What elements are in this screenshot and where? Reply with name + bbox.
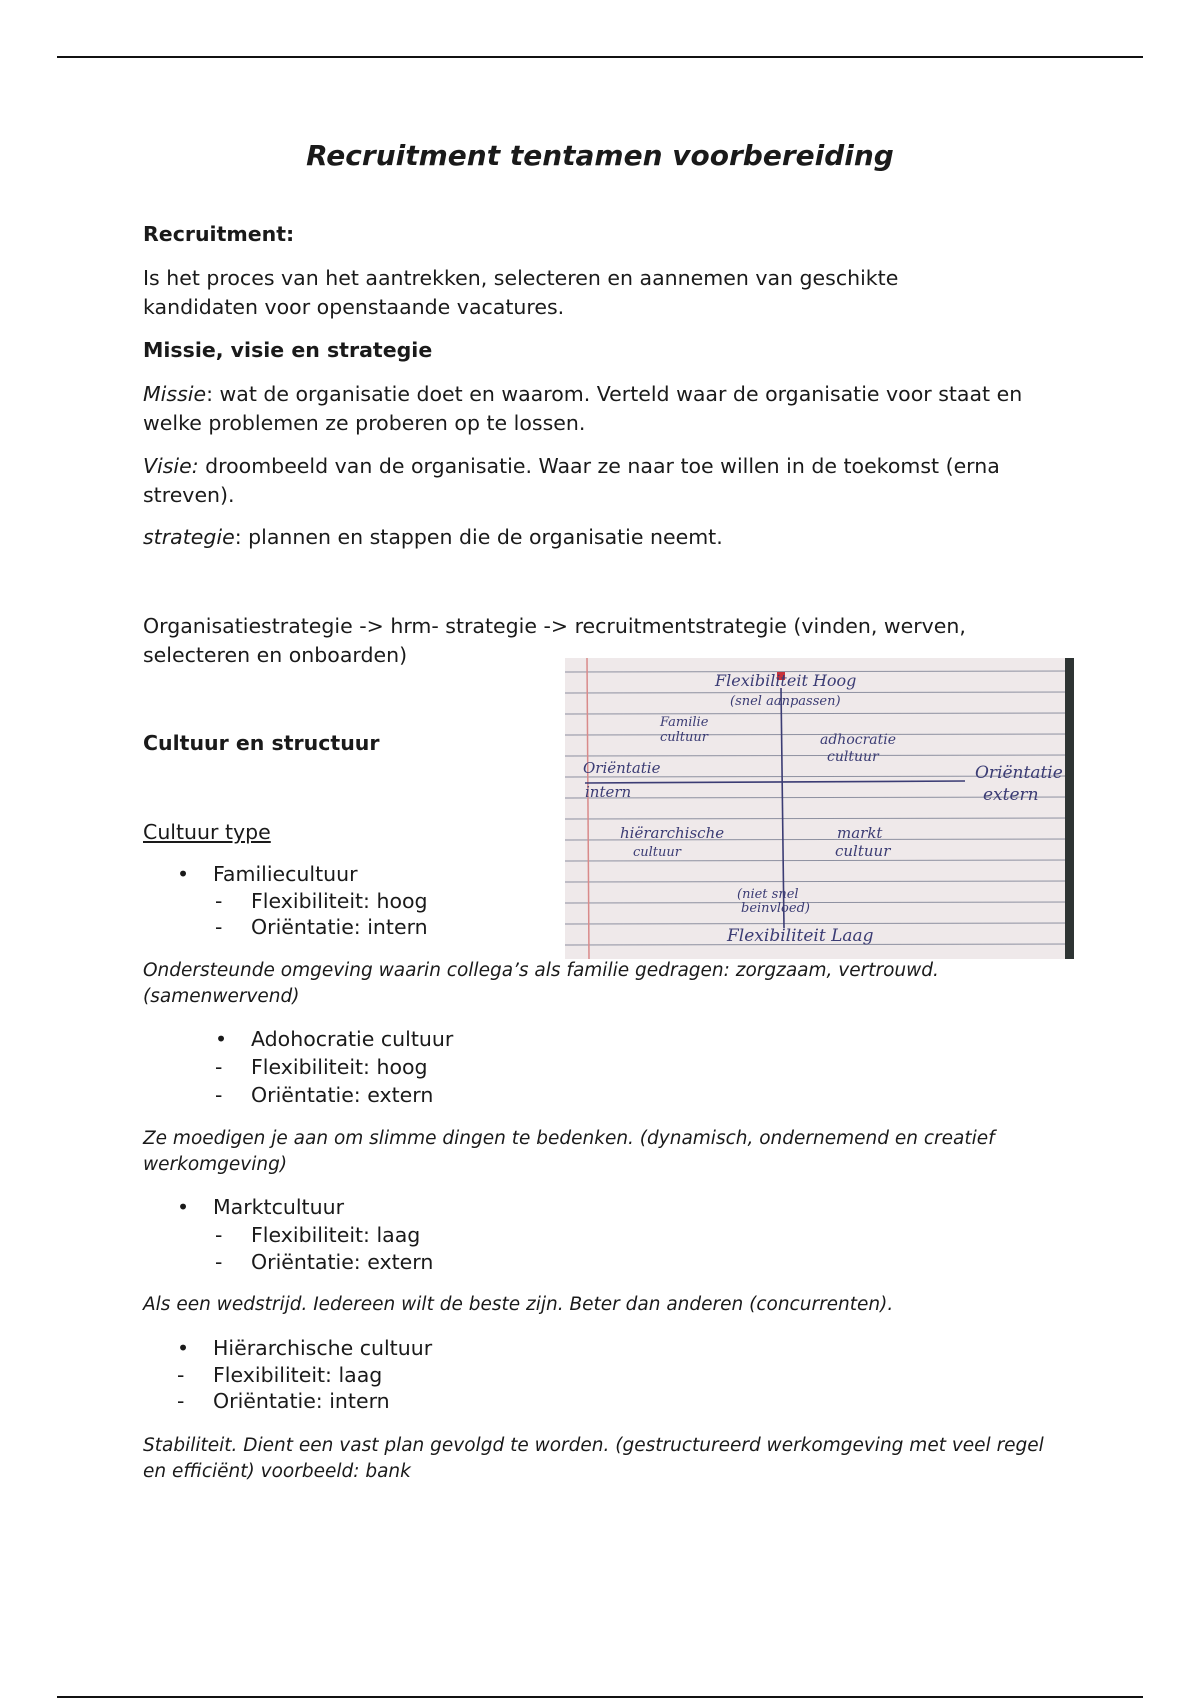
heading-cultuur-type: Cultuur type (143, 820, 271, 844)
dash-icon: - (215, 1055, 223, 1079)
notebook-sketch (565, 658, 1074, 959)
note-niet-snel-1: (niet snel (737, 887, 799, 902)
bullet-icon: • (177, 1336, 190, 1360)
desc-familiecultuur: Ondersteunde omgeving waarin collega’s als familie gedragen: zorgzaam, vertrouwd. (samenwervend) (143, 960, 939, 1007)
heading-missie-visie-strategie: Missie, visie en strategie (143, 338, 433, 362)
visie-text: droombeeld van de organisatie. Waar ze naar toe willen in de toekomst (erna streven). (143, 454, 1000, 507)
footer-rule (57, 1696, 1143, 1698)
strategie-term: strategie (143, 525, 235, 549)
culture-flex: Flexibiliteit: hoog (251, 1055, 428, 1079)
culture-name: Adohocratie cultuur (251, 1027, 454, 1051)
missie-term: Missie (143, 382, 207, 406)
note-markt-2: cultuur (835, 842, 891, 860)
culture-flex: Flexibiliteit: laag (213, 1363, 383, 1387)
list-item-adhocratie-flex (215, 1054, 428, 1081)
list-item-markt-flex (215, 1222, 420, 1249)
culture-name: Marktcultuur (213, 1195, 344, 1219)
list-item-hierarchische-flex (177, 1362, 382, 1389)
heading-recruitment: Recruitment: (143, 222, 295, 246)
list-item-adhocratie (215, 1026, 453, 1053)
note-hierarchisch-1: hiërarchische (620, 824, 725, 842)
list-item-hierarchische (177, 1335, 432, 1362)
note-niet-snel-2: beinvloed) (741, 901, 810, 916)
visie-term: Visie: (143, 454, 199, 478)
list-item-markt-orient (215, 1249, 433, 1276)
bullet-icon: • (177, 862, 190, 886)
desc-hierarchische: Stabiliteit. Dient een vast plan gevolgd te worden. (gestructureerd werkomgeving met veel regel en efficiënt) voorbeeld: bank (143, 1435, 1044, 1482)
bullet-icon: • (215, 1027, 228, 1051)
note-familie-2: cultuur (660, 730, 708, 745)
note-adhocratie-2: cultuur (827, 749, 879, 765)
visie-paragraph (143, 452, 1023, 510)
culture-orient: Oriëntatie: extern (251, 1083, 434, 1107)
culture-orient: Oriëntatie: intern (213, 1389, 390, 1413)
list-item-familie-orient (215, 914, 428, 941)
strategy-chain: Organisatiestrategie -> hrm- strategie -> recruitmentstrategie (vinden, werven, selecteren en onboarden) (143, 614, 966, 667)
desc-adhocratie: Ze moedigen je aan om slimme dingen te bedenken. (dynamisch, ondernemend en creatief werkomgeving) (143, 1128, 995, 1175)
list-item-hierarchische-orient (177, 1388, 390, 1415)
list-item-marktcultuur (177, 1194, 344, 1221)
page-title: Recruitment tentamen voorbereiding (306, 139, 894, 172)
culture-name: Hiërarchische cultuur (213, 1336, 433, 1360)
dash-icon: - (177, 1389, 185, 1413)
culture-orient: Oriëntatie: extern (251, 1250, 434, 1274)
dash-icon: - (215, 1083, 223, 1107)
culture-name: Familiecultuur (213, 862, 358, 886)
culture-flex: Flexibiliteit: laag (251, 1223, 421, 1247)
missie-paragraph (143, 380, 1023, 438)
note-adhocratie-1: adhocratie (820, 732, 897, 748)
note-orient-extern-1: Oriëntatie (975, 763, 1063, 783)
note-orient-extern-2: extern (983, 785, 1039, 805)
note-markt-1: markt (837, 824, 883, 842)
dash-icon: - (215, 915, 223, 939)
dash-icon: - (177, 1363, 185, 1387)
culture-orient: Oriëntatie: intern (251, 915, 428, 939)
note-hierarchisch-2: cultuur (633, 845, 681, 860)
header-rule (57, 56, 1143, 58)
missie-text: : wat de organisatie doet en waarom. Verteld waar de organisatie voor staat en welke problemen ze proberen op te lossen. (143, 382, 1023, 435)
dash-icon: - (215, 1250, 223, 1274)
recruitment-definition: Is het proces van het aantrekken, selecteren en aannemen van geschikte kandidaten voor openstaande vacatures. (143, 266, 899, 319)
bullet-icon: • (177, 1195, 190, 1219)
culture-flex: Flexibiliteit: hoog (251, 889, 428, 913)
handwritten-culture-diagram-photo (565, 658, 1074, 959)
dash-icon: - (215, 889, 223, 913)
note-flex-high-sub: (snel aanpassen) (730, 694, 841, 709)
note-flex-high: Flexibiliteit Hoog (715, 671, 857, 690)
note-orient-intern-1: Oriëntatie (583, 759, 661, 777)
desc-marktcultuur: Als een wedstrijd. Iedereen wilt de beste zijn. Beter dan anderen (concurrenten). (143, 1294, 894, 1315)
note-orient-intern-2: intern (585, 783, 632, 801)
dash-icon: - (215, 1223, 223, 1247)
heading-cultuur-structuur: Cultuur en structuur (143, 731, 380, 755)
strategie-paragraph (143, 523, 1023, 552)
list-item-familie-flex (215, 888, 428, 915)
note-familie-1: Familie (660, 715, 709, 730)
strategie-text: : plannen en stappen die de organisatie neemt. (234, 525, 723, 549)
list-item-familiecultuur (177, 861, 358, 888)
note-flex-low: Flexibiliteit Laag (727, 926, 874, 946)
list-item-adhocratie-orient (215, 1082, 433, 1109)
